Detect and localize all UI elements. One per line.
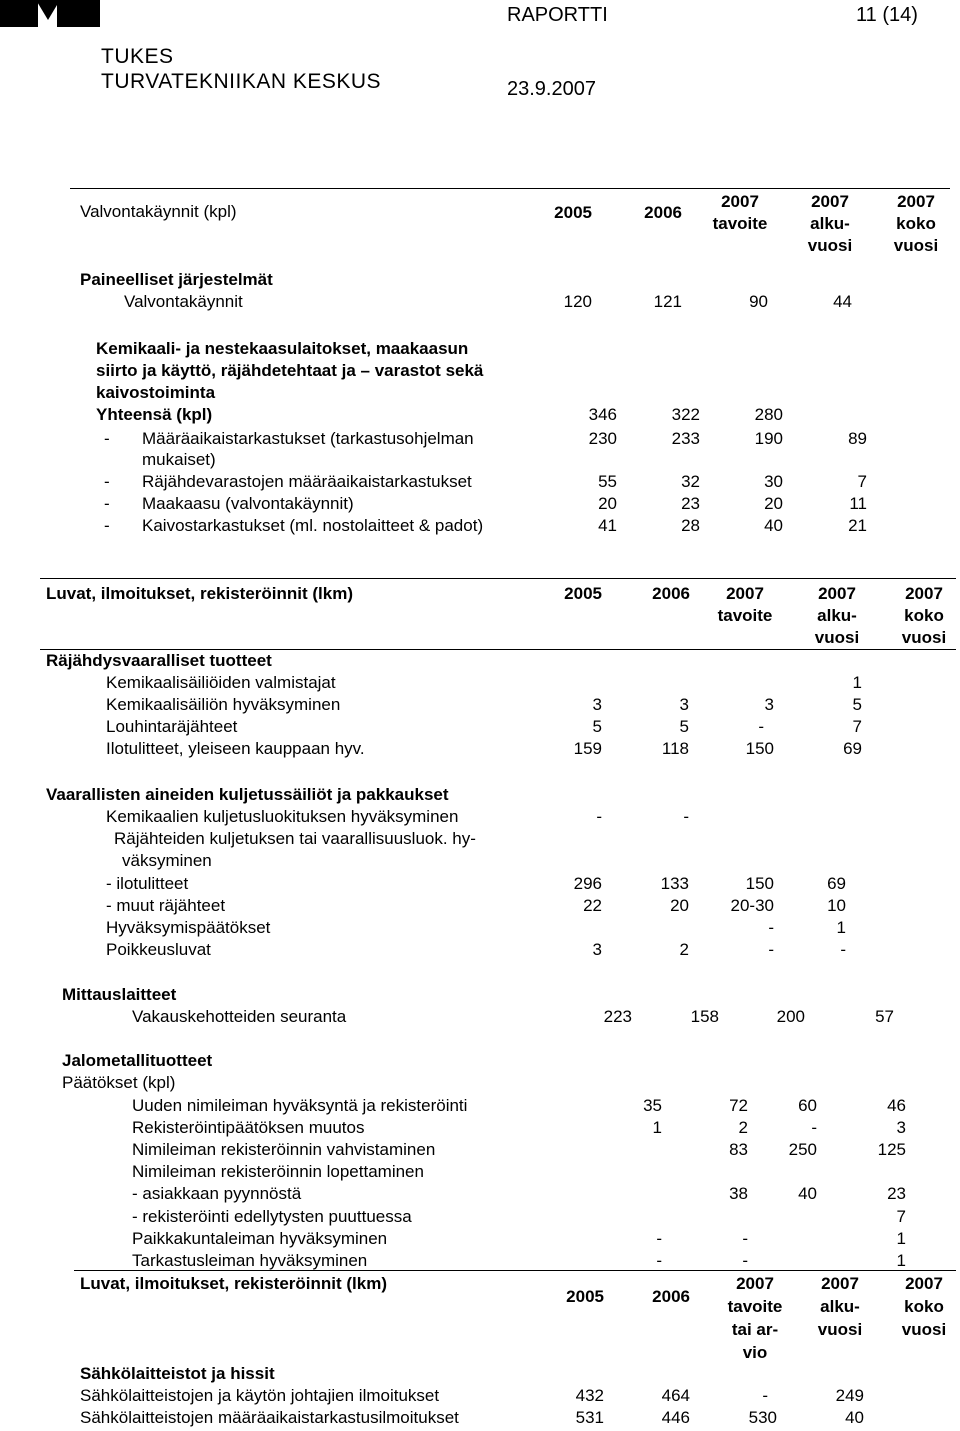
table-row-label: Uuden nimileiman hyväksyntä ja rekisteröinti xyxy=(132,1096,468,1115)
t1-h-2005: 2005 xyxy=(554,203,592,222)
table-cell: - xyxy=(656,1251,662,1270)
table-cell: 1 xyxy=(652,1118,662,1137)
logo-block-right xyxy=(57,0,100,27)
t3-section-title: Sähkölaitteistot ja hissit xyxy=(80,1364,275,1383)
t3-h-2006: 2006 xyxy=(652,1287,690,1306)
t2-h-2007-alku-1: 2007 xyxy=(818,584,856,603)
table-cell: 20 xyxy=(764,494,783,513)
t2-title: Luvat, ilmoitukset, rekisteröinnit (lkm) xyxy=(46,584,354,603)
t3-top-rule xyxy=(74,1270,956,1271)
table-row-label: Tarkastusleiman hyväksyminen xyxy=(132,1251,368,1270)
table-cell: 158 xyxy=(690,1007,719,1026)
table-cell: 22 xyxy=(583,896,602,915)
t3-h-2007-koko-1: 2007 xyxy=(905,1274,943,1293)
t1-h-2007-koko-1: 2007 xyxy=(897,192,935,211)
report-date: 23.9.2007 xyxy=(507,78,596,100)
table-cell: 120 xyxy=(563,292,592,311)
t2-h-2007-tavoite-1: 2007 xyxy=(726,584,764,603)
t2-section4-subtitle: Päätökset (kpl) xyxy=(62,1073,176,1092)
table-row-label: Vakauskehotteiden seuranta xyxy=(132,1007,347,1026)
table-cell: 464 xyxy=(661,1386,690,1405)
table-cell: 20 xyxy=(598,494,617,513)
table-row-label: Maakaasu (valvontakäynnit) xyxy=(142,494,354,513)
logo-block-left xyxy=(0,0,38,27)
table-cell: 90 xyxy=(749,292,768,311)
org-name-line2: TURVATEKNIIKAN KESKUS xyxy=(101,70,382,93)
table-cell: - xyxy=(656,1229,662,1248)
table-row-label: Valvontakäynnit xyxy=(124,292,243,311)
table-cell: 40 xyxy=(764,516,783,535)
table-row-label: Kemikaalisäiliön hyväksyminen xyxy=(106,695,341,714)
row-dash: - xyxy=(104,429,110,448)
t3-h-2007-alku-1: 2007 xyxy=(821,1274,859,1293)
t1-section2-title-1: Kemikaali- ja nestekaasulaitokset, maakaasun xyxy=(96,339,469,358)
table-row-label-cont: mukaiset) xyxy=(142,450,216,469)
table-cell: 150 xyxy=(745,739,774,758)
t3-h-2007-koko-2: koko xyxy=(904,1297,944,1316)
table-cell: - xyxy=(768,940,774,959)
table-cell: - xyxy=(768,918,774,937)
table-cell: - xyxy=(742,1251,748,1270)
table-cell: 200 xyxy=(776,1007,805,1026)
t3-h-2007-koko-3: vuosi xyxy=(901,1320,947,1339)
t2-h-2007-alku-2: alku- xyxy=(817,606,857,625)
t3-h-2007-tavoite-2: tavoite xyxy=(727,1297,783,1316)
table-cell: 7 xyxy=(896,1207,906,1226)
table-cell: 55 xyxy=(598,472,617,491)
t1-section2-title-3: kaivostoiminta xyxy=(96,383,216,402)
table-cell: 5 xyxy=(852,695,862,714)
table-cell: - xyxy=(762,1386,768,1405)
t1-top-rule xyxy=(70,188,950,189)
table-cell: 57 xyxy=(875,1007,894,1026)
table-cell: 35 xyxy=(643,1096,662,1115)
table-cell: 296 xyxy=(573,874,602,893)
t2-top-rule xyxy=(40,578,956,579)
table-row-label: Räjähdevarastojen määräaikaistarkastukset xyxy=(142,472,472,491)
logo-notch xyxy=(36,0,60,27)
table-cell: 40 xyxy=(845,1408,864,1427)
table-cell: 118 xyxy=(661,739,689,758)
t1-h-2007-alku-3: vuosi xyxy=(807,236,853,255)
t1-h-2007-tavoite-1: 2007 xyxy=(721,192,759,211)
table-cell: 11 xyxy=(849,494,867,513)
t3-h-2007-tavoite-4: vio xyxy=(742,1343,768,1362)
t2-h-2007-alku-3: vuosi xyxy=(814,628,860,647)
table-cell: 3 xyxy=(764,695,774,714)
table-row-label: Rekisteröintipäätöksen muutos xyxy=(132,1118,365,1137)
table-cell: 40 xyxy=(798,1184,817,1203)
table-cell: - xyxy=(811,1118,817,1137)
table-cell: 346 xyxy=(588,405,617,424)
t2-section3-title: Mittauslaitteet xyxy=(62,985,177,1004)
table-cell: - xyxy=(596,807,602,826)
table-row-label: Sähkölaitteistojen ja käytön johtajien ilmoitukset xyxy=(80,1386,440,1405)
t1-section-title: Paineelliset järjestelmät xyxy=(80,270,273,289)
table-cell: 32 xyxy=(681,472,700,491)
table-cell: 28 xyxy=(681,516,700,535)
t2-h-2007-koko-2: koko xyxy=(904,606,944,625)
table-cell: 10 xyxy=(827,896,846,915)
table-row-label-cont: väksyminen xyxy=(122,851,212,870)
table-cell: 2 xyxy=(738,1118,748,1137)
table-cell: 432 xyxy=(575,1386,604,1405)
t2-h-2007-koko-1: 2007 xyxy=(905,584,943,603)
table-row-label: - rekisteröinti edellytysten puuttuessa xyxy=(132,1207,412,1226)
t3-h-2007-alku-2: alku- xyxy=(820,1297,860,1316)
table-cell: 2 xyxy=(679,940,689,959)
report-label: RAPORTTI xyxy=(507,4,608,26)
table-cell: 21 xyxy=(848,516,867,535)
table-row-label: Ilotulitteet, yleiseen kauppaan hyv. xyxy=(106,739,365,758)
table-row-label: Hyväksymispäätökset xyxy=(106,918,271,937)
table-row-label: Nimileiman rekisteröinnin lopettaminen xyxy=(132,1162,424,1181)
table-cell: 223 xyxy=(603,1007,632,1026)
table-cell: 1 xyxy=(896,1251,906,1270)
t2-h-2005: 2005 xyxy=(564,584,602,603)
table-cell: 89 xyxy=(848,429,867,448)
table-cell: 280 xyxy=(754,405,783,424)
t2-h-2007-tavoite-2: tavoite xyxy=(717,606,773,625)
table-cell: - xyxy=(758,717,764,736)
t1-title: Valvontakäynnit (kpl) xyxy=(80,202,237,221)
table-cell: 150 xyxy=(745,874,774,893)
table-cell: 230 xyxy=(588,429,617,448)
table-cell: 3 xyxy=(896,1118,906,1137)
table-row-label: - asiakkaan pyynnöstä xyxy=(132,1184,302,1203)
table-cell: 20-30 xyxy=(730,896,774,915)
t3-title: Luvat, ilmoitukset, rekisteröinnit (lkm) xyxy=(80,1274,388,1293)
table-cell: 1 xyxy=(836,918,846,937)
t2-section2-title: Vaarallisten aineiden kuljetussäiliöt ja pakkaukset xyxy=(46,785,449,804)
table-row-label: Sähkölaitteistojen määräaikaistarkastusilmoitukset xyxy=(80,1408,459,1427)
table-cell: 531 xyxy=(575,1408,604,1427)
table-cell: 250 xyxy=(788,1140,817,1159)
t3-h-2007-tavoite-1: 2007 xyxy=(736,1274,774,1293)
table-row-label: Nimileiman rekisteröinnin vahvistaminen xyxy=(132,1140,436,1159)
t1-h-2007-koko-2: koko xyxy=(896,214,936,233)
table-cell: 3 xyxy=(679,695,689,714)
table-cell: 446 xyxy=(661,1408,690,1427)
table-cell: - xyxy=(840,940,846,959)
table-row-label: - muut räjähteet xyxy=(106,896,226,915)
table-cell: 23 xyxy=(681,494,700,513)
t1-h-2007-alku-1: 2007 xyxy=(811,192,849,211)
t3-h-2007-tavoite-3: tai ar- xyxy=(731,1320,779,1339)
table-cell: 159 xyxy=(573,739,602,758)
table-cell: 38 xyxy=(729,1184,748,1203)
t3-h-2007-alku-3: vuosi xyxy=(817,1320,863,1339)
t1-total-label: Yhteensä (kpl) xyxy=(96,405,213,424)
table-cell: 7 xyxy=(857,472,867,491)
table-cell: 121 xyxy=(653,292,682,311)
org-name-line1: TUKES xyxy=(101,45,174,68)
t2-h-2006: 2006 xyxy=(652,584,690,603)
row-dash: - xyxy=(104,472,110,491)
t2-h-2007-koko-3: vuosi xyxy=(901,628,947,647)
t3-h-2005: 2005 xyxy=(566,1287,604,1306)
table-cell: 530 xyxy=(748,1408,777,1427)
table-cell: 322 xyxy=(671,405,700,424)
row-dash: - xyxy=(104,494,110,513)
table-cell: 3 xyxy=(592,940,602,959)
table-row-label: Paikkakuntaleiman hyväksyminen xyxy=(132,1229,388,1248)
table-cell: 5 xyxy=(679,717,689,736)
table-cell: 69 xyxy=(827,874,846,893)
table-cell: 7 xyxy=(852,717,862,736)
table-row-label: Poikkeusluvat xyxy=(106,940,211,959)
t1-h-2007-koko-3: vuosi xyxy=(893,236,939,255)
table-cell: 233 xyxy=(671,429,700,448)
table-cell: - xyxy=(683,807,689,826)
table-cell: 3 xyxy=(592,695,602,714)
table-cell: 20 xyxy=(670,896,689,915)
table-cell: 72 xyxy=(729,1096,748,1115)
t2-section-title: Räjähdysvaaralliset tuotteet xyxy=(46,651,272,670)
page-number: 11 (14) xyxy=(856,4,918,26)
table-row-label: Räjähteiden kuljetuksen tai vaarallisuusluok. hy- xyxy=(114,829,476,848)
table-cell: - xyxy=(742,1229,748,1248)
table-cell: 83 xyxy=(729,1140,748,1159)
table-cell: 190 xyxy=(754,429,783,448)
t1-h-2006: 2006 xyxy=(644,203,682,222)
table-cell: 5 xyxy=(592,717,602,736)
table-row-label: Kemikaalisäiliöiden valmistajat xyxy=(106,673,336,692)
table-row-label: Louhintaräjähteet xyxy=(106,717,238,736)
table-row-label: Määräaikaistarkastukset (tarkastusohjelman xyxy=(142,429,474,448)
table-cell: 1 xyxy=(896,1229,906,1248)
table-row-label: Kemikaalien kuljetusluokituksen hyväksyminen xyxy=(106,807,459,826)
table-cell: 60 xyxy=(798,1096,817,1115)
t1-h-2007-alku-2: alku- xyxy=(810,214,850,233)
table-row-label: Kaivostarkastukset (ml. nostolaitteet & padot) xyxy=(142,516,484,535)
table-cell: 69 xyxy=(843,739,862,758)
table-cell: 44 xyxy=(833,292,852,311)
row-dash: - xyxy=(104,516,110,535)
table-cell: 46 xyxy=(887,1096,906,1115)
t1-h-2007-tavoite-2: tavoite xyxy=(712,214,768,233)
table-cell: 41 xyxy=(598,516,617,535)
table-row-label: - ilotulitteet xyxy=(106,874,189,893)
table-cell: 23 xyxy=(887,1184,906,1203)
t1-section2-title-2: siirto ja käyttö, räjähdetehtaat ja – varastot sekä xyxy=(96,361,484,380)
t2-section4-title: Jalometallituotteet xyxy=(62,1051,213,1070)
table-cell: 133 xyxy=(660,874,689,893)
table-cell: 125 xyxy=(877,1140,906,1159)
table-cell: 249 xyxy=(835,1386,864,1405)
table-cell: 30 xyxy=(764,472,783,491)
table-cell: 1 xyxy=(852,673,862,692)
